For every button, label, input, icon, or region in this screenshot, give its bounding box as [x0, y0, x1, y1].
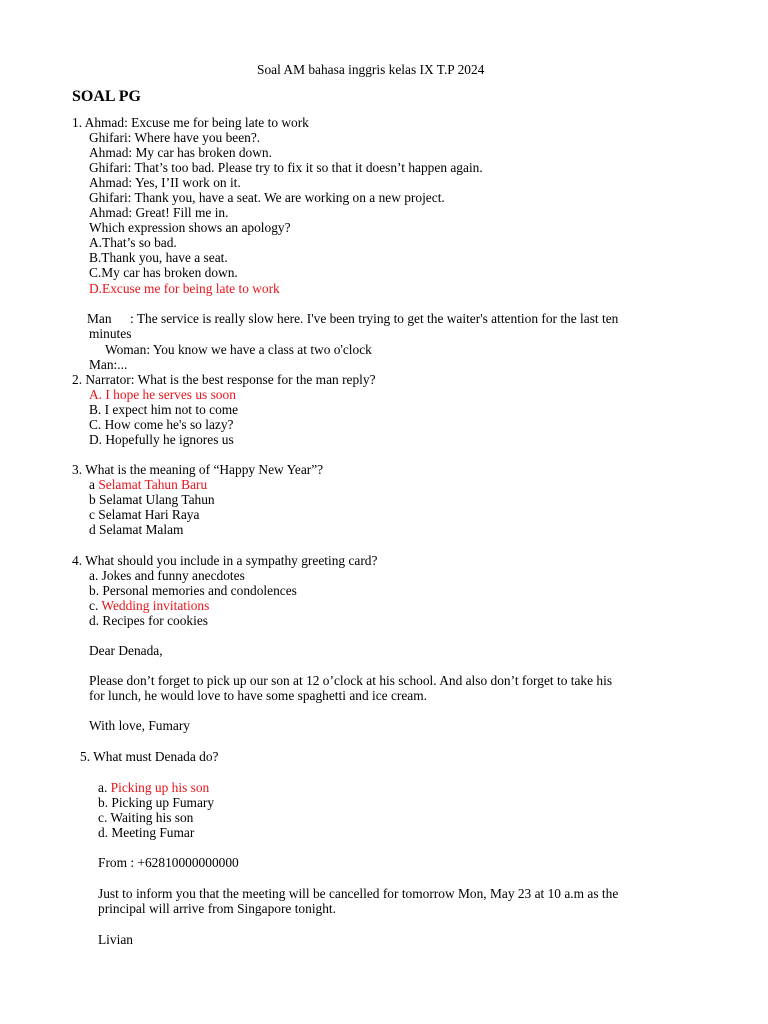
q2-man-reply: Man:...: [89, 357, 128, 372]
message-body-line: principal will arrive from Singapore tonight.: [98, 901, 336, 916]
q5-option-d: d. Meeting Fumar: [98, 825, 195, 840]
q3-option-a: [89, 477, 207, 492]
document-title: Soal AM bahasa inggris kelas IX T.P 2024: [257, 62, 485, 77]
q4-question: 4. What should you include in a sympathy greeting card?: [72, 553, 378, 568]
q1-option-d-answer: D.Excuse me for being late to work: [89, 281, 280, 296]
letter-body-line: Please don’t forget to pick up our son at 12 o’clock at his school. And also don’t forget to take his: [89, 673, 613, 688]
q1-option-b: B.Thank you, have a seat.: [89, 250, 228, 265]
q3-question: 3. What is the meaning of “Happy New Year”?: [72, 462, 324, 477]
q1-dialog-line: Ghifari: Thank you, have a seat. We are working on a new project.: [89, 190, 445, 205]
q1-dialog-line: Ahmad: My car has broken down.: [89, 145, 272, 160]
q2-option-c: C. How come he's so lazy?: [89, 417, 234, 432]
q1-option-c: C.My car has broken down.: [89, 265, 238, 280]
q2-option-d: D. Hopefully he ignores us: [89, 432, 234, 447]
q4-option-c-answer: Wedding invitations: [101, 598, 210, 613]
q2-man-line: : The service is really slow here. I've been trying to get the waiter's attention for the last ten: [130, 311, 619, 326]
q5-option-a-answer: Picking up his son: [110, 780, 210, 795]
q2-option-a-answer: A. I hope he serves us soon: [89, 387, 236, 402]
q3-option-a-prefix: a: [89, 477, 95, 492]
q3-option-a-answer: Selamat Tahun Baru: [98, 477, 208, 492]
q1-dialog-line: Ghifari: Where have you been?.: [89, 130, 261, 145]
q2-option-b: B. I expect him not to come: [89, 402, 239, 417]
q4-option-b: b. Personal memories and condolences: [89, 583, 297, 598]
q5-question: 5. What must Denada do?: [80, 749, 219, 764]
q3-option-c: c Selamat Hari Raya: [89, 507, 200, 522]
q1-dialog-line: Ahmad: Great! Fill me in.: [89, 205, 229, 220]
q5-option-b: b. Picking up Fumary: [98, 795, 215, 810]
q4-option-c: [89, 598, 209, 613]
q5-option-a-prefix: a.: [98, 780, 108, 795]
q5-option-c: c. Waiting his son: [98, 810, 194, 825]
letter-greeting: Dear Denada,: [89, 643, 163, 658]
q1-dialog-line: 1. Ahmad: Excuse me for being late to work: [72, 115, 309, 130]
q2-man-line-cont: minutes: [89, 326, 132, 341]
letter-closing: With love, Fumary: [89, 718, 190, 733]
q1-option-a: A.That’s so bad.: [89, 235, 177, 250]
section-heading: SOAL PG: [72, 88, 141, 105]
q1-dialog-line: Ghifari: That’s too bad. Please try to fix it so that it doesn’t happen again.: [89, 160, 483, 175]
q4-option-c-prefix: c.: [89, 598, 99, 613]
q5-option-a: [98, 780, 209, 795]
message-sender: Livian: [98, 932, 133, 947]
q4-option-d: d. Recipes for cookies: [89, 613, 208, 628]
q2-question: 2. Narrator: What is the best response for the man reply?: [72, 372, 376, 387]
q3-option-d: d Selamat Malam: [89, 522, 184, 537]
q2-woman-line: Woman: You know we have a class at two o'clock: [105, 342, 372, 357]
q1-dialog-line: Ahmad: Yes, I’II work on it.: [89, 175, 241, 190]
q3-option-b: b Selamat Ulang Tahun: [89, 492, 215, 507]
message-from: From : +62810000000000: [98, 855, 239, 870]
q2-man-label: Man: [87, 311, 112, 326]
q1-question: Which expression shows an apology?: [89, 220, 291, 235]
q4-option-a: a. Jokes and funny anecdotes: [89, 568, 245, 583]
message-body-line: Just to inform you that the meeting will be cancelled for tomorrow Mon, May 23 at 10 a.m as the: [98, 886, 619, 901]
letter-body-line: for lunch, he would love to have some spaghetti and ice cream.: [89, 688, 428, 703]
